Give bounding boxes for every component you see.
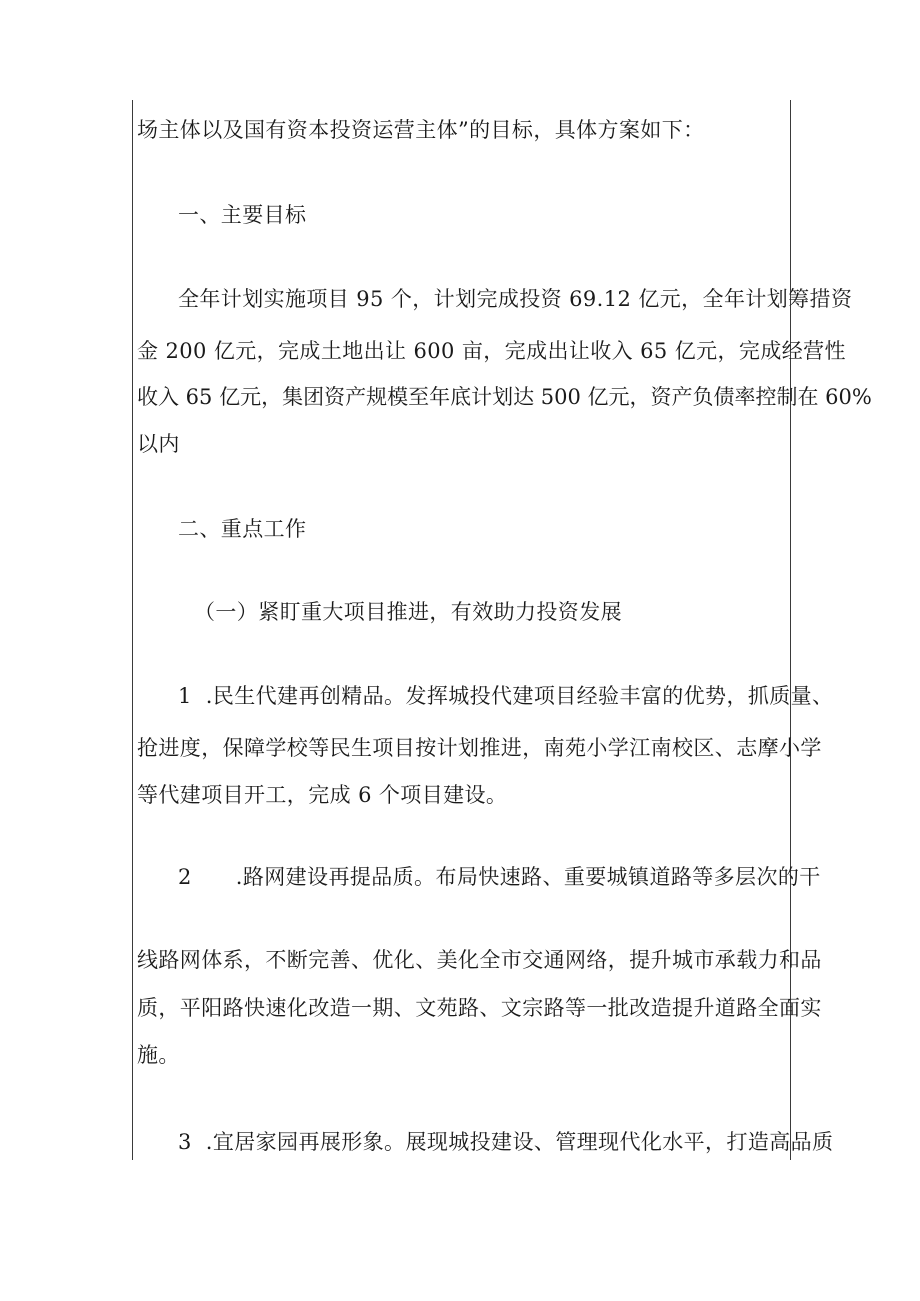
list-item-3 — [178, 1128, 833, 1156]
list-item-1 — [178, 682, 833, 710]
paragraph-line: 等代建项目开工，完成 6 个项目建设。 — [137, 783, 508, 807]
section-heading-key-work: 二、重点工作 — [178, 517, 307, 541]
paragraph-line: 线路网体系，不断完善、优化、美化全市交通网络，提升城市承载力和品 — [137, 948, 822, 972]
paragraph-line: 场主体以及国有资本投资运营主体”的目标，具体方案如下： — [137, 118, 705, 142]
list-item-number: 3 — [178, 1130, 192, 1154]
paragraph-line: 收入 65 亿元，集团资产规模至年底计划达 500 亿元，资产负债率控制在 60% — [137, 385, 872, 409]
section-heading-main-goals: 一、主要目标 — [178, 203, 307, 227]
paragraph-line: 抢进度，保障学校等民生项目按计划推进，南苑小学江南校区、志摩小学 — [137, 736, 822, 760]
paragraph-line: 全年计划实施项目 95 个，计划完成投资 69.12 亿元，全年计划筹措资 — [178, 287, 853, 311]
paragraph-line: 以内 — [137, 432, 180, 456]
list-item-text: .路网建设再提品质。布局快速路、重要城镇道路等多层次的干 — [235, 865, 821, 889]
list-item-number: 2 — [178, 865, 192, 889]
list-item-2 — [178, 863, 821, 891]
list-item-text: .宜居家园再展形象。展现城投建设、管理现代化水平，打造高品质 — [205, 1130, 834, 1154]
paragraph-line: 质，平阳路快速化改造一期、文苑路、文宗路等一批改造提升道路全面实 — [137, 996, 822, 1020]
paragraph-line: 金 200 亿元，完成土地出让 600 亩，完成出让收入 65 亿元，完成经营性 — [137, 339, 846, 363]
subsection-heading: （一）紧盯重大项目推进，有效助力投资发展 — [194, 600, 622, 624]
list-item-text: .民生代建再创精品。发挥城投代建项目经验丰富的优势，抓质量、 — [205, 684, 834, 708]
paragraph-line: 施。 — [137, 1043, 180, 1067]
list-item-number: 1 — [178, 684, 192, 708]
